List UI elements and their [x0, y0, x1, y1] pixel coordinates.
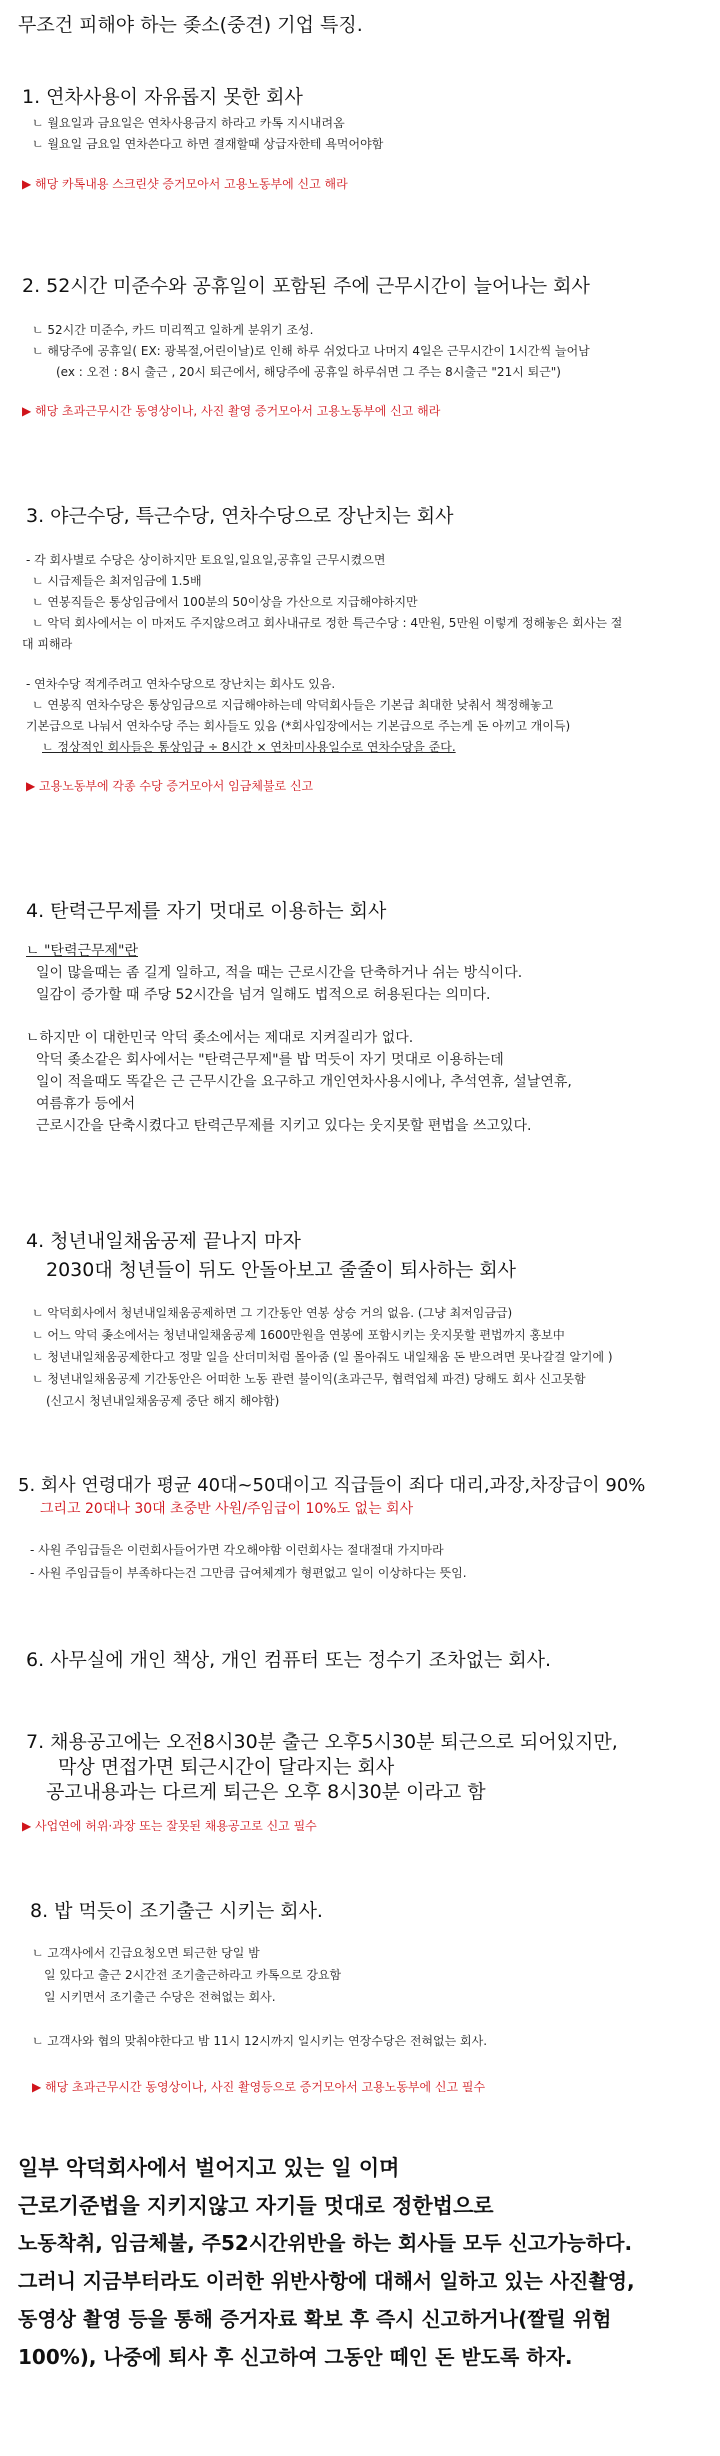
section-4-line: 일감이 증가할 때 주당 52시간을 넘겨 일해도 법적으로 허용된다는 의미다. — [36, 987, 491, 1003]
section-3-line: ㄴ 정상적인 회사들은 통상임금 ÷ 8시간 × 연차미사용일수로 연차수당을 준다. — [42, 740, 456, 754]
section-3-line: - 각 회사별로 수당은 상이하지만 토요일,일요일,공휴일 근무시켰으면 — [26, 553, 386, 567]
section-1-line: ㄴ 월요일 금요일 연차쓴다고 하면 결재할때 상급자한테 욕먹어야함 — [32, 137, 384, 151]
section-8-line: 일 있다고 출근 2시간전 조기출근하라고 카톡으로 강요함 — [44, 1968, 342, 1982]
section-7-note: ▶ 사업연에 허위·과장 또는 잘못된 채용공고로 신고 필수 — [22, 1819, 317, 1833]
section-3-line: ㄴ 시급제들은 최저임금에 1.5배 — [32, 574, 202, 588]
section-5-subnote: 그리고 20대나 30대 초중반 사원/주임급이 10%도 없는 회사 — [40, 1501, 414, 1517]
section-4-line: 일이 적을때도 똑같은 근 근무시간을 요구하고 개인연차사용시에나, 추석연휴, 설날연휴, — [36, 1074, 572, 1090]
section-2-note: ▶ 해당 초과근무시간 동영상이나, 사진 촬영 증거모아서 고용노동부에 신고 해라 — [22, 404, 441, 418]
section-4-line: 여름휴가 등에서 — [36, 1096, 136, 1112]
section-4b-heading-cont: 2030대 청년들이 뒤도 안돌아보고 줄줄이 퇴사하는 회사 — [46, 1259, 517, 1281]
section-8-heading: 8. 밥 먹듯이 조기출근 시키는 회사. — [30, 1900, 323, 1922]
section-4b-line: ㄴ 어느 악덕 좆소에서는 청년내일채움공제 1600만원을 연봉에 포함시키는 웃지못할 편법까지 홍보中 — [32, 1328, 565, 1342]
section-6-heading: 6. 사무실에 개인 책상, 개인 컴퓨터 또는 정수기 조차없는 회사. — [26, 1649, 552, 1671]
section-2-line: ㄴ 해당주에 공휴일( EX: 광복절,어린이날)로 인해 하루 쉬었다고 나머지 4일은 근무시간이 1시간씩 늘어남 — [32, 344, 590, 358]
conclusion-line: 그러니 지금부터라도 이러한 위반사항에 대해서 일하고 있는 사진촬영, — [18, 2269, 635, 2293]
section-4b-line: ㄴ 청년내일채움공제 기간동안은 어떠한 노동 관련 불이익(초과근무, 협력업체 파견) 당해도 회사 신고못함 — [32, 1372, 586, 1386]
section-4b-line: ㄴ 악덕회사에서 청년내일채움공제하면 그 기간동안 연봉 상승 거의 없음. (그냥 최저임금급) — [32, 1306, 513, 1320]
section-4-heading: 4. 탄력근무제를 자기 멋대로 이용하는 회사 — [26, 900, 387, 922]
section-4-line: 근로시간을 단축시켰다고 탄력근무제를 지키고 있다는 웃지못할 편법을 쓰고있다. — [36, 1118, 532, 1134]
conclusion-line: 100%), 나중에 퇴사 후 신고하여 그동안 떼인 돈 받도록 하자. — [18, 2345, 573, 2369]
section-4-line: 일이 많을때는 좀 길게 일하고, 적을 때는 근로시간을 단축하거나 쉬는 방식이다. — [36, 965, 523, 981]
section-8-line: ㄴ 고객사와 협의 맞춰야한다고 밤 11시 12시까지 일시키는 연장수당은 전혀없는 회사. — [32, 2034, 488, 2048]
section-8-line: 일 시키면서 조기출근 수당은 전혀없는 회사. — [44, 1990, 276, 2004]
section-3-line: ㄴ 연봉직 연차수당은 통상임금으로 지급해야하는데 악덕회사들은 기본급 최대한 낮춰서 책정해놓고 — [32, 698, 554, 712]
section-4b-line: ㄴ 청년내일채움공제한다고 정말 일을 산더미처럼 몰아줌 (일 몰아줘도 내일채움 돈 받으려면 못나갈걸 알기에 ) — [32, 1350, 613, 1364]
section-3-line: 대 피해라 — [22, 637, 73, 651]
section-2-line: ㄴ 52시간 미준수, 카드 미리찍고 일하게 분위기 조성. — [32, 323, 314, 337]
section-3-line: - 연차수당 적게주려고 연차수당으로 장난치는 회사도 있음. — [26, 677, 336, 691]
section-1-heading: 1. 연차사용이 자유롭지 못한 회사 — [22, 86, 303, 108]
section-3-line: 기본급으로 나눠서 연차수당 주는 회사들도 있음 (*회사입장에서는 기본급으로 주는게 돈 아끼고 개이득) — [26, 719, 571, 733]
section-7-heading: 7. 채용공고에는 오전8시30분 출근 오후5시30분 퇴근으로 되어있지만, — [26, 1731, 618, 1753]
section-5-line: - 사원 주임급들이 부족하다는건 그만큼 급여체계가 형편없고 일이 이상하다는 뜻임. — [30, 1566, 467, 1580]
section-4-line: 악덕 좆소같은 회사에서는 "탄력근무제"를 밥 먹듯이 자기 멋대로 이용하는데 — [36, 1052, 504, 1068]
section-4-line: ㄴ하지만 이 대한민국 악덕 좆소에서는 제대로 지켜질리가 없다. — [26, 1030, 414, 1046]
section-5-heading: 5. 회사 연령대가 평균 40대~50대이고 직급들이 죄다 대리,과장,차장급이 90% — [18, 1475, 646, 1496]
conclusion-line: 동영상 촬영 등을 통해 증거자료 확보 후 즉시 신고하거나(짤릴 위험 — [18, 2307, 612, 2331]
section-2-line: (ex : 오전 : 8시 출근 , 20시 퇴근에서, 해당주에 공휴일 하루쉬면 그 주는 8시출근 "21시 퇴근") — [56, 365, 561, 379]
section-3-heading: 3. 야근수당, 특근수당, 연차수당으로 장난치는 회사 — [26, 505, 454, 527]
section-2-heading: 2. 52시간 미준수와 공휴일이 포함된 주에 근무시간이 늘어나는 회사 — [22, 275, 590, 297]
section-7-heading-cont: 막상 면접가면 퇴근시간이 달라지는 회사 — [58, 1756, 395, 1778]
section-3-line: ㄴ 연봉직들은 통상임금에서 100분의 50이상을 가산으로 지급해야하지만 — [32, 595, 418, 609]
conclusion-line: 근로기준법을 지키지않고 자기들 멋대로 정한법으로 — [18, 2194, 494, 2218]
section-1-line: ㄴ 월요일과 금요일은 연차사용금지 하라고 카톡 지시내려옴 — [32, 116, 345, 130]
conclusion-line: 노동착취, 임금체불, 주52시간위반을 하는 회사들 모두 신고가능하다. — [18, 2231, 633, 2255]
section-3-note: ▶ 고용노동부에 각종 수당 증거모아서 임금체불로 신고 — [26, 779, 314, 793]
section-8-note: ▶ 해당 초과근무시간 동영상이나, 사진 촬영등으로 증거모아서 고용노동부에 신고 필수 — [32, 2080, 486, 2094]
section-5-line: - 사원 주임급들은 이런회사들어가면 각오해야함 이런회사는 절대절대 가지마라 — [30, 1543, 444, 1557]
section-4b-line: (신고시 청년내일채움공제 중단 해지 해야함) — [46, 1394, 280, 1408]
section-4b-heading: 4. 청년내일채움공제 끝나지 마자 — [26, 1230, 301, 1252]
section-1-note: ▶ 해당 카톡내용 스크린샷 증거모아서 고용노동부에 신고 해라 — [22, 177, 348, 191]
page-title: 무조건 피해야 하는 좆소(중견) 기업 특징. — [18, 14, 363, 36]
section-7-heading-cont: 공고내용과는 다르게 퇴근은 오후 8시30분 이라고 함 — [46, 1781, 486, 1803]
conclusion-line: 일부 악덕회사에서 벌어지고 있는 일 이며 — [18, 2156, 400, 2180]
section-4-line: ㄴ "탄력근무제"란 — [26, 943, 138, 959]
section-8-line: ㄴ 고객사에서 긴급요청오면 퇴근한 당일 밤 — [32, 1946, 260, 1960]
section-3-line: ㄴ 악덕 회사에서는 이 마저도 주지않으려고 회사내규로 정한 특근수당 : 4만원, 5만원 이렇게 정해놓은 회사는 절 — [32, 616, 623, 630]
